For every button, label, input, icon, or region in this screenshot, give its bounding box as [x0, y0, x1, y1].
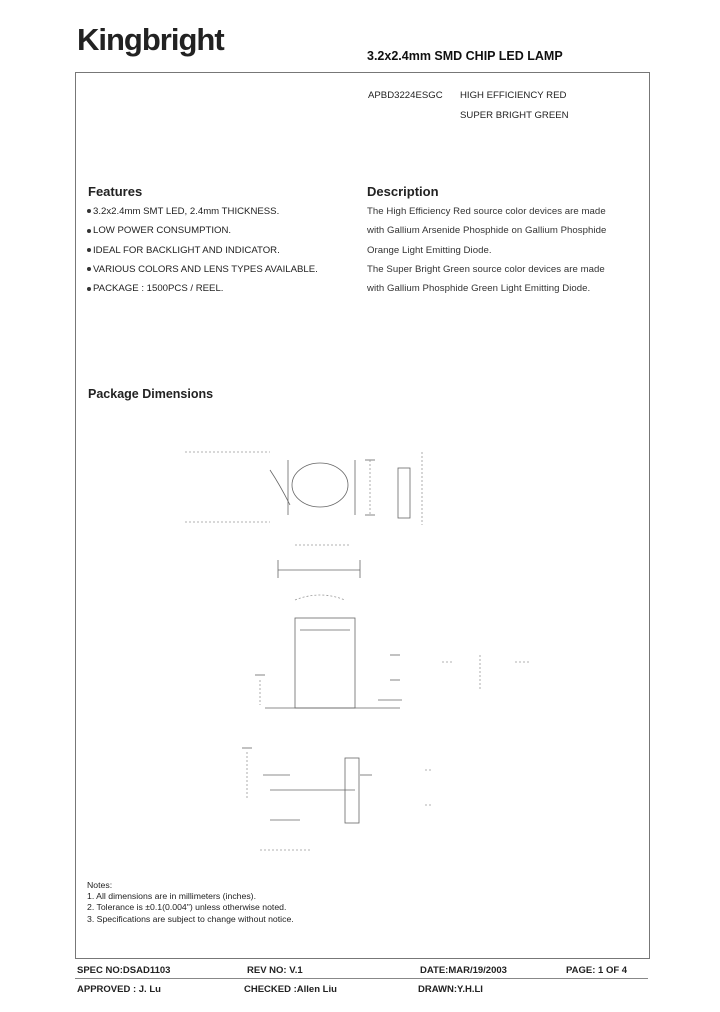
- spec-number: SPEC NO:DSAD1103: [77, 965, 171, 976]
- description-line: The High Efficiency Red source color devices are made: [367, 206, 606, 217]
- features-heading: Features: [88, 184, 143, 199]
- note-item: 3. Specifications are subject to change without notice.: [87, 913, 294, 924]
- package-dimension-drawing: [170, 430, 550, 870]
- bullet-icon: [87, 248, 91, 252]
- note-item: 2. Tolerance is ±0.1(0.004") unless otherwise noted.: [87, 902, 287, 913]
- description-body: [367, 202, 606, 298]
- package-dimensions-heading: Package Dimensions: [88, 387, 214, 401]
- approved-by: APPROVED : J. Lu: [77, 984, 161, 995]
- bullet-icon: [87, 209, 91, 213]
- page-number: PAGE: 1 OF 4: [566, 965, 628, 976]
- description-heading: Description: [367, 184, 439, 199]
- description-line: Orange Light Emitting Diode.: [367, 244, 492, 256]
- drawn-by: DRAWN:Y.H.LI: [418, 984, 483, 995]
- checked-by: CHECKED :Allen Liu: [244, 984, 337, 995]
- color-green: SUPER BRIGHT GREEN: [460, 110, 569, 121]
- notes: [87, 880, 294, 925]
- list-item: LOW POWER CONSUMPTION.: [87, 221, 318, 240]
- list-item: IDEAL FOR BACKLIGHT AND INDICATOR.: [87, 241, 318, 260]
- features-list: [87, 202, 318, 298]
- bullet-icon: [87, 287, 91, 291]
- description-line: with Gallium Arsenide Phosphide on Gallium Phosphide: [367, 225, 607, 237]
- list-item: PACKAGE : 1500PCS / REEL.: [87, 279, 318, 298]
- list-item: VARIOUS COLORS AND LENS TYPES AVAILABLE.: [87, 260, 318, 279]
- notes-heading: Notes:: [87, 880, 113, 890]
- bullet-icon: [87, 229, 91, 233]
- document-date: DATE:MAR/19/2003: [420, 965, 507, 976]
- top-view-drawing: [185, 452, 422, 578]
- note-item: 1. All dimensions are in millimeters (inches).: [87, 891, 256, 902]
- list-item: 3.2x2.4mm SMT LED, 2.4mm THICKNESS.: [87, 202, 318, 221]
- color-red: HIGH EFFICIENCY RED: [460, 90, 567, 101]
- revision-number: REV NO: V.1: [247, 965, 303, 976]
- footprint-drawing: [242, 748, 432, 850]
- brand-logo: Kingbright: [77, 22, 224, 57]
- footer-divider: [75, 978, 648, 979]
- description-line: The Super Bright Green source color devices are made: [367, 263, 605, 275]
- side-view-drawing: [255, 595, 530, 708]
- description-line: with Gallium Phosphide Green Light Emitting Diode.: [367, 283, 591, 295]
- part-number: APBD3224ESGC: [368, 90, 443, 101]
- bullet-icon: [87, 267, 91, 271]
- document-title: 3.2x2.4mm SMD CHIP LED LAMP: [367, 49, 563, 63]
